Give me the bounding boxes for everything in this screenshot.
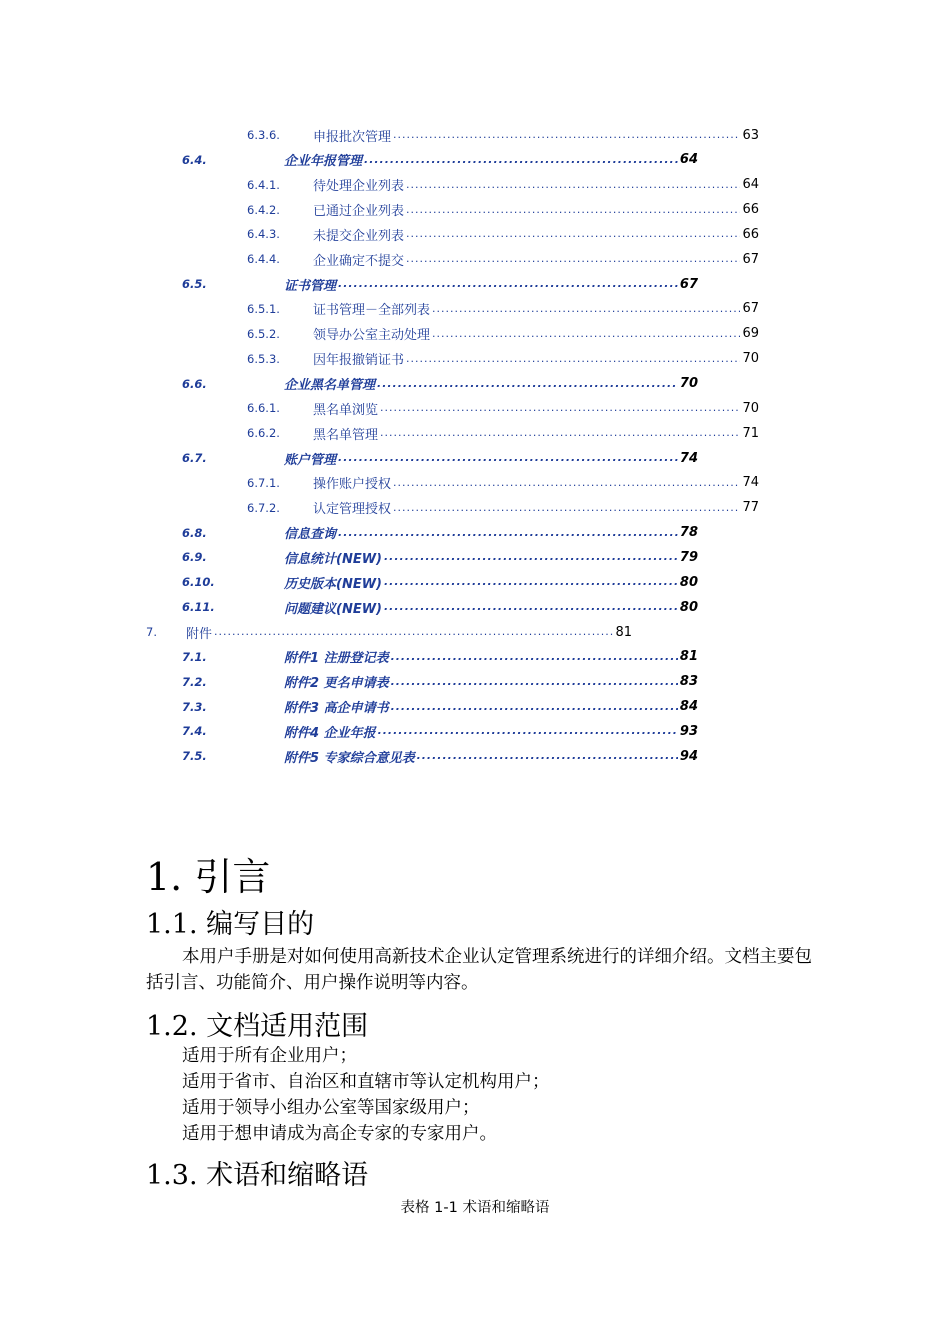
toc-entry-number: 6.5. (182, 277, 207, 292)
toc-entry-title: 附件1 注册登记表 (284, 651, 389, 667)
toc-entry-page: 94 (679, 748, 698, 764)
toc-entry-page: 93 (679, 723, 698, 739)
toc-dot-leader (393, 498, 740, 518)
toc-dot-leader (338, 448, 678, 468)
toc-entry[interactable] (182, 572, 698, 592)
toc-entry-page: 66 (742, 202, 759, 218)
toc-entry-title: 待处理企业列表 (313, 179, 405, 195)
toc-entry-page: 81 (679, 649, 698, 665)
toc-entry-title: 黑名单管理 (313, 427, 379, 443)
toc-entry[interactable] (247, 224, 759, 244)
toc-entry-number: 6.4.3. (247, 227, 280, 242)
toc-entry-title: 证书管理 (284, 278, 337, 294)
toc-entry-number: 7.5. (182, 749, 207, 764)
toc-entry-number: 6.5.1. (247, 301, 280, 316)
toc-entry-page: 74 (742, 475, 759, 491)
toc-entry-page: 67 (742, 251, 759, 267)
toc-entry-page: 74 (679, 450, 698, 466)
toc-entry-title: 黑名单浏览 (313, 402, 379, 418)
toc-dot-leader (214, 622, 613, 642)
toc-entry-number: 6.6.2. (247, 426, 280, 441)
toc-entry-title: 企业年报管理 (284, 154, 363, 170)
toc-entry[interactable] (182, 647, 698, 667)
toc-entry-number: 6.3.6. (247, 128, 280, 142)
toc-dot-leader (406, 249, 740, 269)
toc-entry-number: 7. (146, 625, 157, 639)
toc-entry-title: 领导办公室主动处理 (313, 328, 431, 344)
toc-entry[interactable] (247, 324, 759, 344)
toc-dot-leader (432, 299, 740, 319)
purpose-paragraph (146, 944, 816, 996)
toc-entry-page: 80 (679, 599, 698, 615)
toc-entry[interactable] (247, 249, 759, 269)
toc-entry-number: 6.8. (182, 525, 207, 540)
toc-entry-title: 账户管理 (284, 452, 337, 468)
toc-entry-page: 67 (742, 301, 759, 317)
toc-entry-title: 操作账户授权 (313, 477, 392, 493)
scope-item: 适用于省市、自治区和直辖市等认定机构用户； (182, 1072, 550, 1092)
scope-item: 适用于所有企业用户； (182, 1046, 357, 1066)
toc-dot-leader (406, 200, 740, 220)
toc-dot-leader (384, 547, 678, 567)
toc-dot-leader (391, 672, 678, 692)
toc-dot-leader (384, 572, 678, 592)
toc-dot-leader (393, 125, 740, 145)
toc-entry[interactable] (247, 398, 759, 418)
toc-entry[interactable] (182, 150, 698, 170)
toc-entry[interactable] (182, 547, 698, 567)
toc-entry[interactable] (247, 473, 759, 493)
toc-dot-leader (377, 374, 678, 394)
toc-dot-leader (391, 697, 678, 717)
toc-dot-leader (384, 597, 678, 617)
toc-entry-number: 6.5.3. (247, 351, 280, 366)
toc-dot-leader (380, 398, 740, 418)
toc-entry[interactable] (247, 349, 759, 369)
toc-entry-page: 70 (679, 376, 698, 391)
toc-entry-title: 附件4 企业年报 (284, 725, 376, 741)
toc-entry[interactable] (247, 498, 759, 518)
toc-entry[interactable] (247, 200, 759, 220)
toc-entry-number: 6.10. (182, 575, 215, 590)
section-heading-purpose: 1.1. 编写目的 (146, 909, 315, 940)
toc-dot-leader (406, 175, 740, 195)
toc-entry-title: 附件 (186, 626, 213, 642)
scope-item: 适用于领导小组办公室等国家级用户； (182, 1098, 480, 1118)
scope-item: 适用于想申请成为高企专家的专家用户。 (182, 1124, 497, 1144)
toc-dot-leader (338, 523, 678, 543)
toc-entry-title: 附件2 更名申请表 (284, 676, 389, 692)
toc-entry-title: 已通过企业列表 (313, 204, 405, 220)
toc-entry-number: 6.4.4. (247, 252, 280, 267)
toc-entry[interactable] (182, 697, 698, 717)
toc-dot-leader (406, 349, 740, 369)
toc-entry-page: 71 (742, 425, 759, 441)
toc-entry[interactable] (247, 299, 759, 319)
toc-dot-leader (338, 274, 678, 294)
toc-entry[interactable] (182, 374, 698, 394)
toc-entry-page: 64 (679, 152, 698, 168)
section-heading-scope: 1.2. 文档适用范围 (146, 1011, 369, 1042)
toc-entry-title: 信息查询 (284, 527, 337, 543)
purpose-text: 本用户手册是对如何使用高新技术企业认定管理系统进行的详细介绍。文档主要包括引言、功能简介、用户操作说明等内容。 (146, 947, 812, 993)
toc-entry[interactable] (182, 523, 698, 543)
toc-dot-leader (417, 746, 678, 766)
toc-entry-page: 69 (742, 326, 759, 342)
toc-entry-number: 7.1. (182, 649, 207, 664)
toc-entry-number: 6.11. (182, 600, 215, 615)
toc-entry[interactable] (182, 448, 698, 468)
toc-entry-number: 6.9. (182, 550, 207, 565)
toc-entry-title: 证书管理－全部列表 (313, 303, 431, 319)
toc-entry-page: 77 (742, 500, 759, 516)
toc-entry[interactable] (247, 175, 759, 195)
toc-entry-page: 64 (742, 177, 759, 193)
toc-entry-title: 因年报撤销证书 (313, 353, 405, 369)
toc-dot-leader (432, 324, 740, 344)
toc-entry-page: 79 (679, 549, 698, 565)
toc-entry-number: 7.2. (182, 674, 207, 689)
toc-entry-number: 6.4.1. (247, 177, 280, 192)
toc-entry-number: 6.4.2. (247, 202, 280, 217)
toc-entry[interactable] (182, 721, 698, 741)
toc-entry-number: 6.6. (182, 376, 207, 391)
toc-entry-title: 信息统计(NEW) (284, 551, 382, 567)
toc-entry-page: 78 (679, 525, 698, 541)
section-heading-terms: 1.3. 术语和缩略语 (146, 1160, 369, 1191)
toc-entry-page: 70 (742, 400, 759, 416)
toc-entry-number: 6.7.2. (247, 500, 280, 515)
toc-entry-page: 67 (679, 276, 698, 292)
table-caption: 表格 1-1 术语和缩略语 (400, 1200, 550, 1216)
toc-entry[interactable] (182, 746, 698, 766)
toc-entry-page: 66 (742, 226, 759, 242)
toc-entry[interactable] (182, 672, 698, 692)
toc-entry-number: 7.3. (182, 699, 207, 714)
toc-entry-page: 81 (615, 624, 632, 640)
toc-entry-title: 附件5 专家综合意见表 (284, 750, 415, 766)
toc-entry[interactable] (182, 274, 698, 294)
toc-entry-title: 申报批次管理 (313, 129, 392, 145)
toc-entry[interactable] (247, 125, 759, 145)
toc-entry-page: 84 (679, 699, 698, 715)
toc-entry-title: 企业黑名单管理 (284, 378, 376, 393)
toc-entry-title: 未提交企业列表 (313, 228, 405, 244)
toc-entry-number: 6.6.1. (247, 401, 280, 416)
toc-dot-leader (391, 647, 678, 667)
toc-entry-title: 认定管理授权 (313, 502, 392, 518)
toc-dot-leader (406, 224, 740, 244)
toc-entry[interactable] (182, 597, 698, 617)
toc-entry-number: 6.7. (182, 451, 207, 466)
toc-entry-page: 63 (742, 127, 759, 143)
toc-dot-leader (393, 473, 740, 493)
toc-entry-page: 80 (679, 574, 698, 590)
toc-entry-title: 附件3 高企申请书 (284, 701, 389, 717)
toc-entry-number: 6.5.2. (247, 326, 280, 341)
toc-entry-page: 83 (679, 674, 698, 690)
chapter-heading: 1. 引言 (146, 855, 271, 899)
toc-entry-title: 问题建议(NEW) (284, 601, 382, 617)
toc-dot-leader (378, 721, 678, 741)
toc-entry[interactable] (146, 622, 632, 642)
toc-entry-title: 企业确定不提交 (313, 253, 405, 269)
toc-dot-leader (364, 150, 678, 170)
toc-entry-page: 70 (742, 351, 759, 367)
toc-entry-number: 6.7.1. (247, 475, 280, 490)
toc-dot-leader (380, 423, 740, 443)
toc-entry[interactable] (247, 423, 759, 443)
toc-entry-number: 7.4. (182, 724, 207, 739)
toc-entry-title: 历史版本(NEW) (284, 576, 382, 592)
toc-entry-number: 6.4. (182, 152, 207, 167)
